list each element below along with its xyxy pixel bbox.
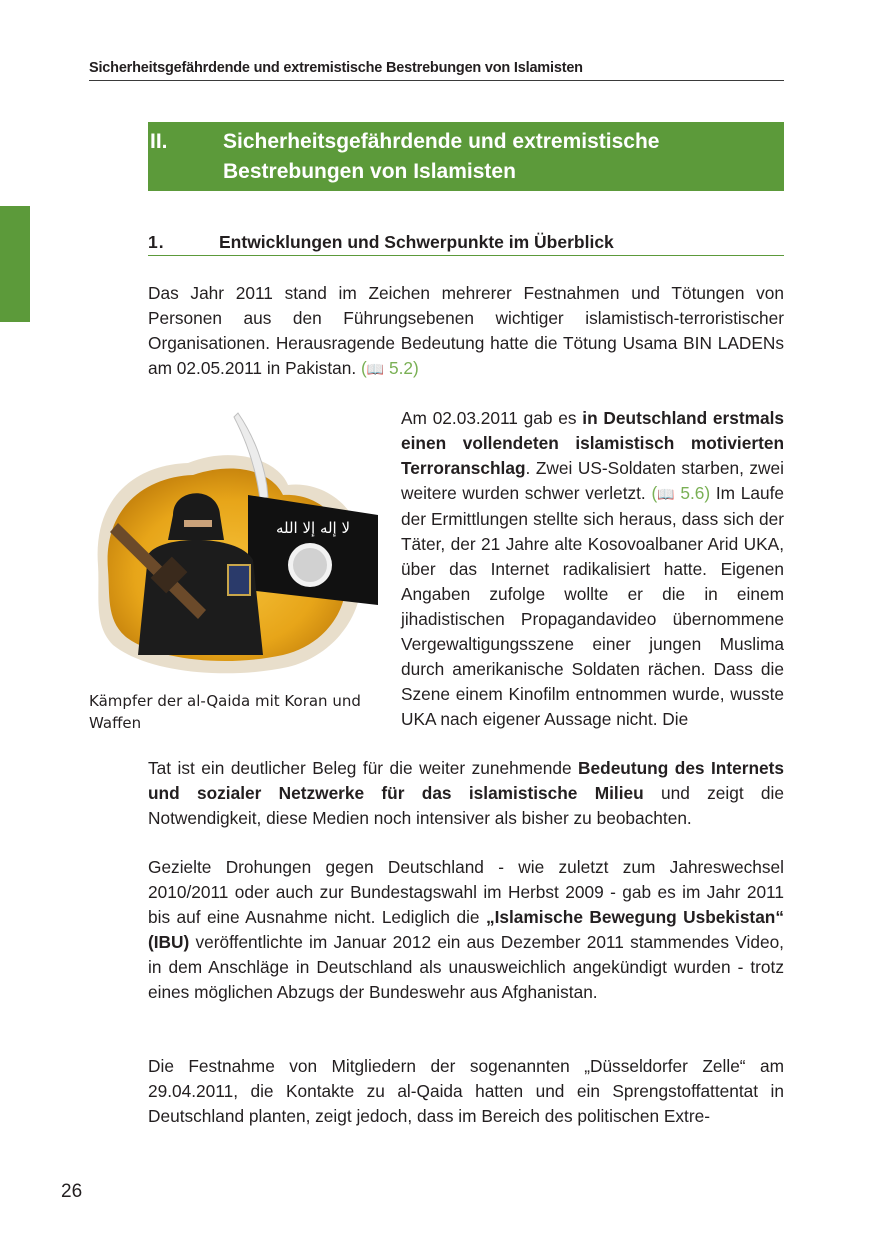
chapter-side-tab	[0, 206, 30, 322]
section-title: Entwicklungen und Schwerpunkte im Überblick	[219, 232, 614, 252]
paragraph-threats-bold: „Islamische Bewegung Usbekistan“ (IBU)	[148, 907, 784, 952]
flag-inscription: لا إله إلا الله	[275, 519, 351, 537]
paragraph-attack-text-1: Am 02.03.2011 gab es	[401, 408, 583, 428]
paragraph-attack-bold-1: in Deutschland erstmals einen vollendeten islamistisch motivierten Terroranschlag	[401, 408, 784, 478]
cross-reference-label: 5.6)	[680, 483, 711, 503]
paragraph-threats-text-2: veröffentlichte im Januar 2012 ein aus Dezember 2011 stammendes Video, in dem Anschläge in Deutschland als unausweichlich angekündigt wurden - trotz eines möglichen Abzugs der Bundeswehr aus Afghanistan.	[148, 932, 784, 1002]
running-header: Sicherheitsgefährdende und extremistische Bestrebungen von Islamisten	[89, 60, 784, 81]
paragraph-arrests: Die Festnahme von Mitgliedern der sogenannten „Düsseldorfer Zelle“ am 29.04.2011, die Kontakte zu al-Qaida hatten und ein Sprengstoffattentat in Deutschland planten, zeigt jedoch, dass im Bereich des politischen Extre-	[148, 1056, 784, 1126]
figure-image	[88, 405, 384, 677]
paragraph-intro-text: Das Jahr 2011 stand im Zeichen mehrerer Festnahmen und Tötungen von Personen aus den Führungsebenen wichtiger islamistisch-terroristischer Organisationen. Herausragende Bedeutung hatte die Tötung Usama BIN LADENs am 02.05.2011 in Pakistan.	[148, 283, 784, 378]
section-heading	[148, 230, 784, 256]
paragraph-attack-text-3: Im Laufe der Ermittlungen stellte sich heraus, dass sich der Täter, der 21 Jahre alte Kosovoalbaner Arid UKA, über das Internet radikalisiert hatte. Eigenen Angaben zufolge wollte er die in einem jihadistischen Propagandavideo übernommene Vergewaltigungsszene einer jungen Muslima durch amerikanische Soldaten rächen. Dass die Szene einem Kinofilm entnommen wurde, wusste UKA nach eigener Aussage nicht. Die	[401, 483, 784, 729]
figure-caption: Kämpfer der al-Qaida mit Koran und Waffen	[89, 692, 361, 732]
paragraph-attack-cont-text-1: Tat ist ein deutlicher Beleg für die weiter zunehmende	[148, 758, 579, 778]
paragraph-attack-cont-text-2: und zeigt die Notwendigkeit, diese Medien noch intensiver als bisher zu beobachten.	[148, 783, 784, 828]
paragraph-attack-text-2: . Zwei US-Soldaten starben, zwei weitere wurden schwer verletzt.	[401, 458, 784, 503]
section-number: 1.	[148, 232, 165, 252]
paragraph-attack-right-column	[401, 406, 784, 732]
chapter-number: II.	[150, 130, 168, 153]
book-icon: 📖	[657, 486, 675, 502]
cross-reference-5-6[interactable]: (📖 5.6)	[651, 483, 710, 503]
chapter-title-line1: Sicherheitsgefährdende und extremistische	[223, 130, 660, 153]
paragraph-attack-bold-2: Bedeutung des Internets und sozialer Netzwerke für das islamistische Milieu	[148, 758, 784, 803]
book-icon: 📖	[366, 361, 385, 377]
paragraph-intro	[148, 281, 784, 382]
page-number: 26	[61, 1181, 83, 1202]
chapter-title	[223, 127, 763, 187]
paragraph-threats	[148, 855, 784, 1005]
paragraph-attack-continuation	[148, 756, 784, 831]
cross-reference-5-2[interactable]: (📖 5.2)	[361, 358, 419, 378]
chapter-heading-box	[148, 122, 784, 191]
cross-reference-label: 5.2)	[388, 358, 419, 378]
chapter-title-line2: Bestrebungen von Islamisten	[223, 160, 516, 183]
paragraph-threats-text-1: Gezielte Drohungen gegen Deutschland - wie zuletzt zum Jahreswechsel 2010/2011 oder auch zur Bundestagswahl im Herbst 2009 - gab es im Jahr 2011 bis auf eine Ausnahme nicht. Lediglich die	[148, 857, 784, 927]
fighter-illustration	[88, 405, 384, 677]
